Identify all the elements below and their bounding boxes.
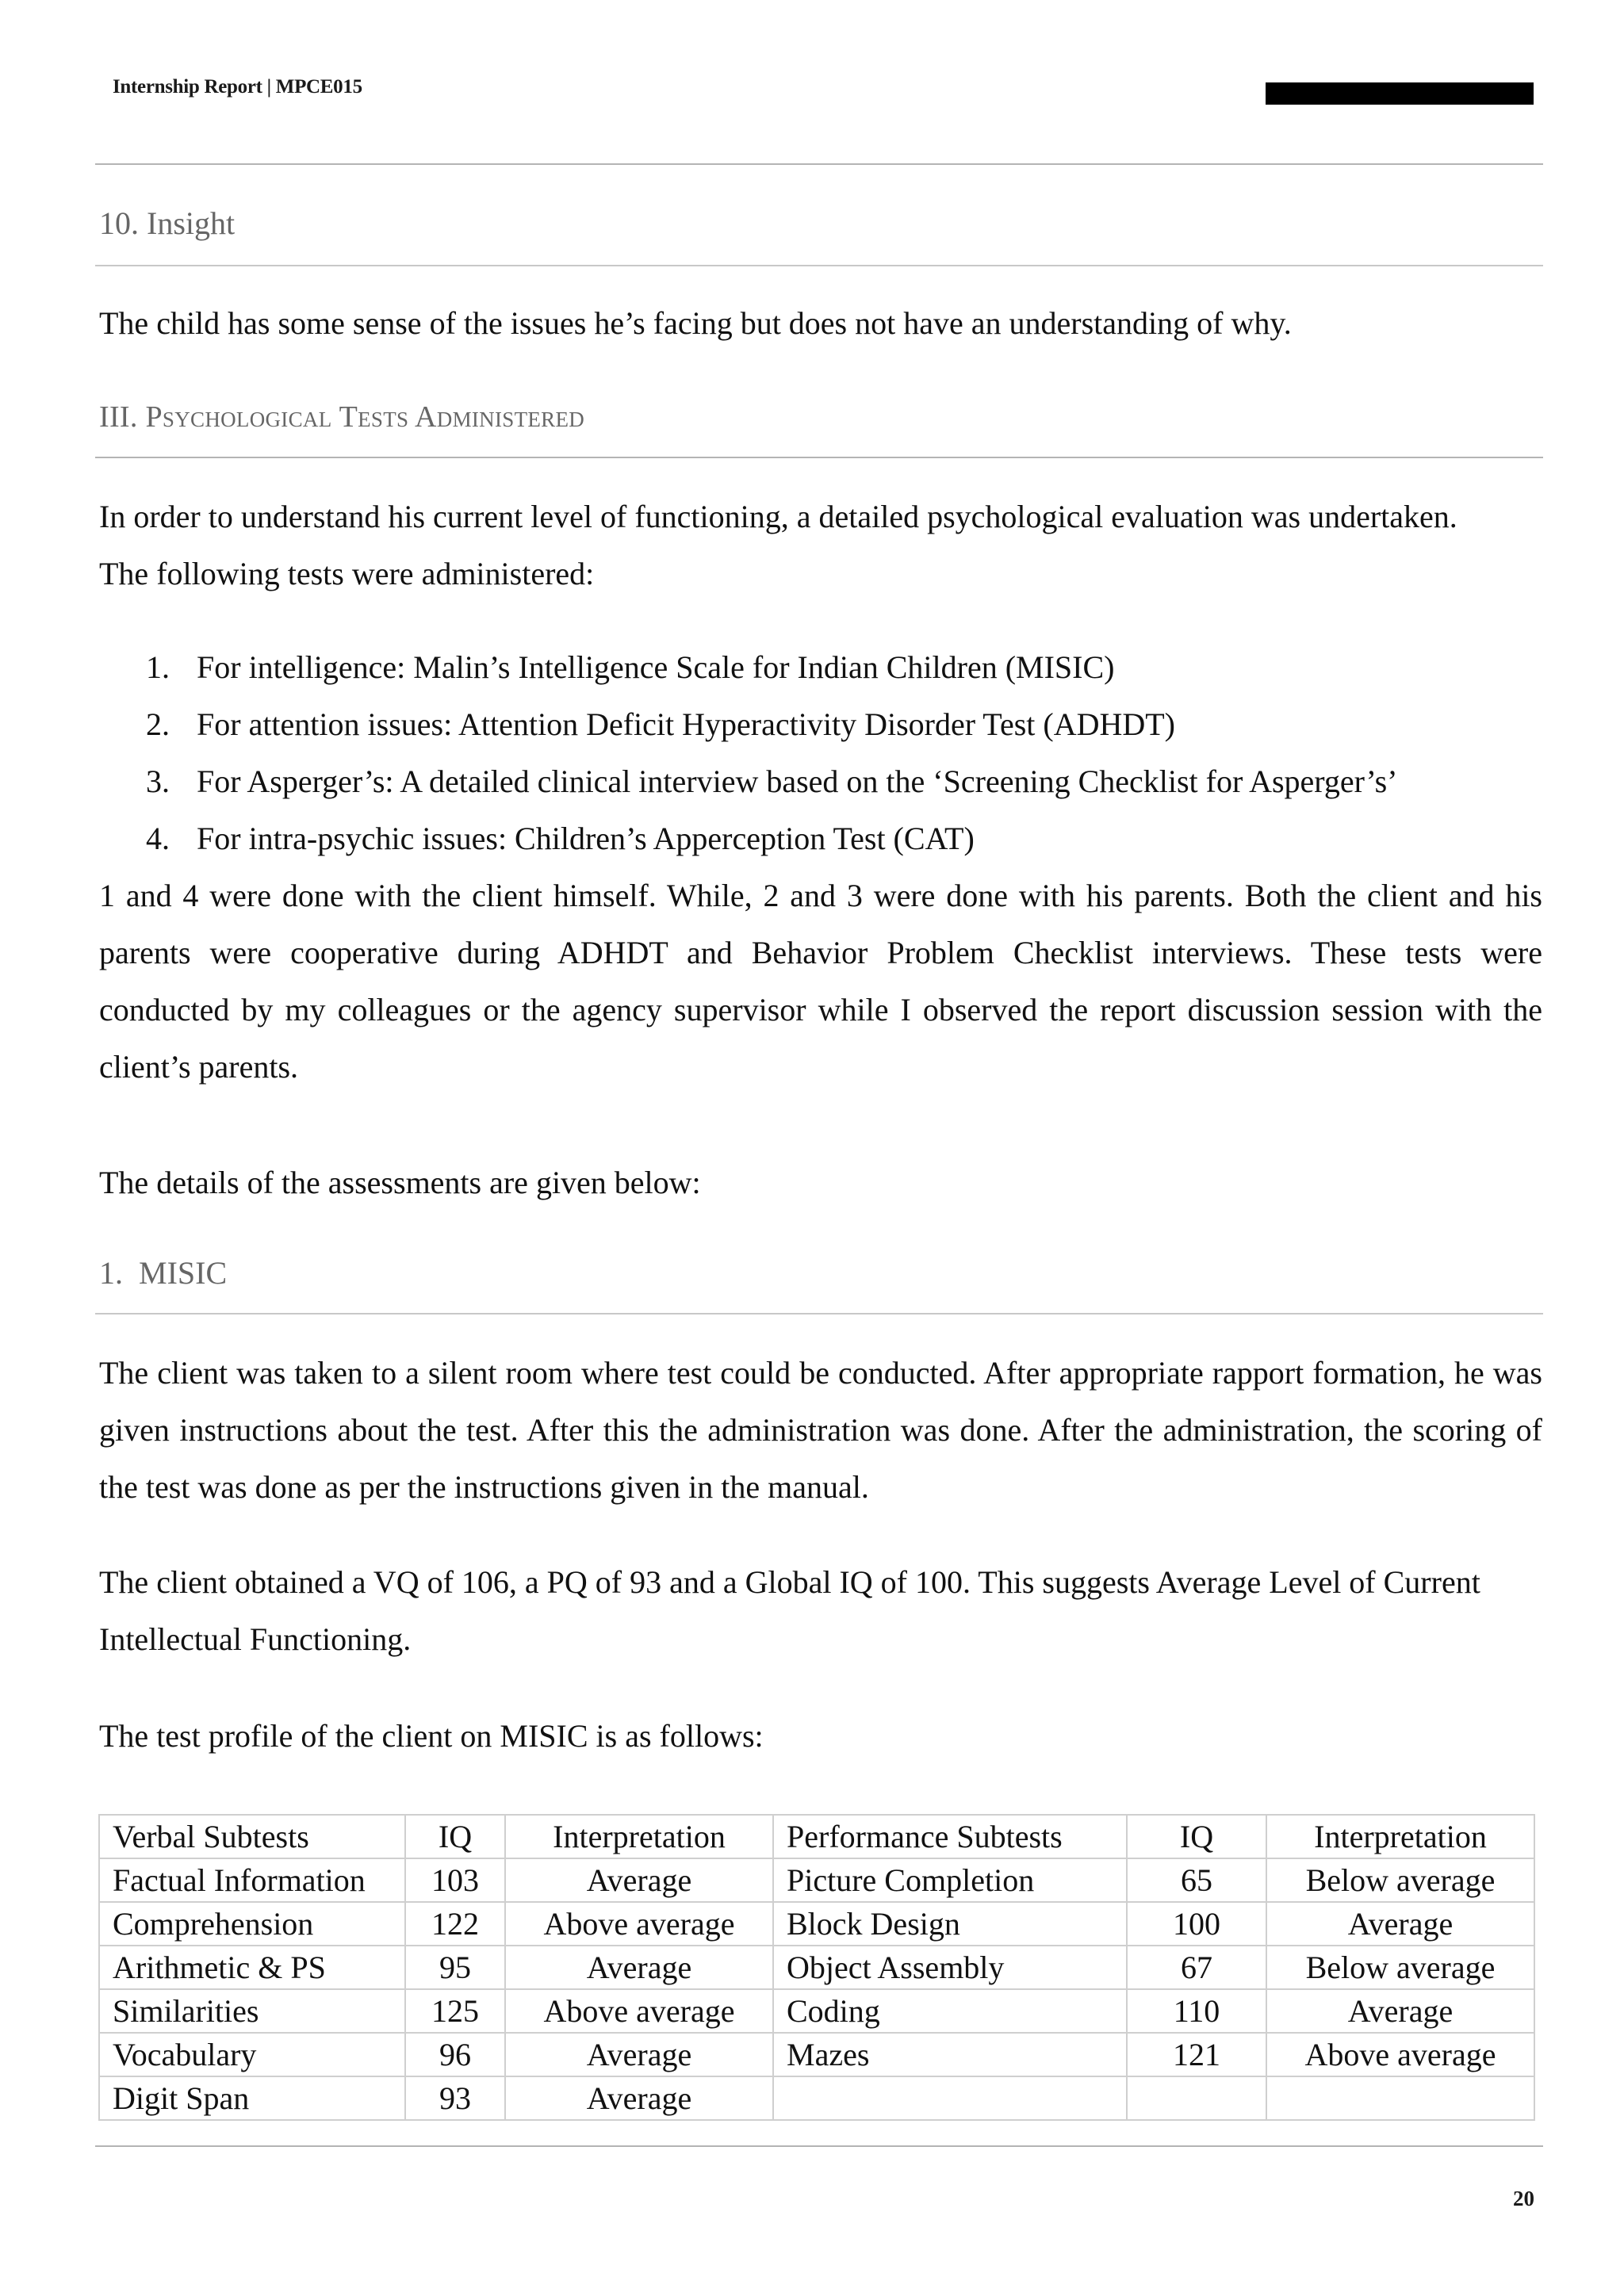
- table-cell: 122: [405, 1902, 505, 1946]
- table-cell: 93: [405, 2076, 505, 2120]
- table-cell: Comprehension: [99, 1902, 405, 1946]
- table-cell: 110: [1127, 1989, 1266, 2033]
- assessment-details-intro: The details of the assessments are given below:: [99, 1165, 701, 1200]
- test-list-item: [146, 810, 975, 867]
- table-cell: [773, 2076, 1127, 2120]
- misic-profile-table: [98, 1814, 1535, 2121]
- table-header-cell: Interpretation: [505, 1815, 773, 1858]
- list-item-number: 1.: [146, 649, 170, 685]
- misic-heading: 1. MISIC: [99, 1255, 228, 1291]
- table-cell: Coding: [773, 1989, 1127, 2033]
- table-header-cell: Verbal Subtests: [99, 1815, 405, 1858]
- table-header-row: [99, 1815, 1534, 1858]
- table-cell: 65: [1127, 1858, 1266, 1902]
- table-cell: Arithmetic & PS: [99, 1946, 405, 1989]
- misic-profile-intro: The test profile of the client on MISIC is as follows:: [99, 1718, 764, 1754]
- table-cell: [1127, 2076, 1266, 2120]
- table-cell: Average: [505, 1858, 773, 1902]
- table-cell: Average: [1266, 1902, 1534, 1946]
- header-divider: [95, 163, 1543, 165]
- table-cell: 96: [405, 2033, 505, 2076]
- table-cell: 67: [1127, 1946, 1266, 1989]
- list-item-number: 4.: [146, 821, 170, 856]
- table-cell: Average: [505, 1946, 773, 1989]
- table-cell: Mazes: [773, 2033, 1127, 2076]
- table-cell: 100: [1127, 1902, 1266, 1946]
- tests-divider: [95, 457, 1543, 458]
- list-item-text: For intra-psychic issues: Children’s Apperception Test (CAT): [197, 821, 975, 856]
- table-cell: Below average: [1266, 1946, 1534, 1989]
- misic-procedure: The client was taken to a silent room where test could be conducted. After appropriate rapport formation, he was given instructions about the test. After this the administration was done. After the administration, the scoring of the test was done as per the instructions given in the manual.: [99, 1355, 1542, 1505]
- table-cell: Picture Completion: [773, 1858, 1127, 1902]
- list-item-number: 3.: [146, 763, 170, 799]
- table-cell: Below average: [1266, 1858, 1534, 1902]
- table-row: [99, 1946, 1534, 1989]
- test-list-item: [146, 696, 1175, 753]
- table-cell: Vocabulary: [99, 2033, 405, 2076]
- table-row: [99, 1902, 1534, 1946]
- report-header-title: Internship Report | MPCE015: [113, 76, 362, 98]
- tests-intro-line2: The following tests were administered:: [99, 556, 595, 591]
- table-header-cell: IQ: [405, 1815, 505, 1858]
- misic-divider: [95, 1313, 1543, 1314]
- table-cell: Average: [505, 2076, 773, 2120]
- table-cell: 125: [405, 1989, 505, 2033]
- table-row: [99, 1858, 1534, 1902]
- table-cell: Average: [505, 2033, 773, 2076]
- table-cell: Above average: [505, 1989, 773, 2033]
- table-cell: Similarities: [99, 1989, 405, 2033]
- table-row: [99, 2076, 1534, 2120]
- insight-heading: 10. Insight: [99, 205, 236, 241]
- table-row: [99, 1989, 1534, 2033]
- table-cell: Block Design: [773, 1902, 1127, 1946]
- table-row: [99, 2033, 1534, 2076]
- test-list-item: [146, 639, 1114, 696]
- table-header-cell: IQ: [1127, 1815, 1266, 1858]
- insight-text: The child has some sense of the issues he’s facing but does not have an understanding of why.: [99, 305, 1292, 341]
- footer-divider: [95, 2145, 1543, 2147]
- table-cell: Object Assembly: [773, 1946, 1127, 1989]
- test-list-item: [146, 753, 1397, 810]
- tests-heading: III. Psychological Tests Administered: [99, 400, 585, 434]
- table-cell: Digit Span: [99, 2076, 405, 2120]
- list-item-text: For attention issues: Attention Deficit Hyperactivity Disorder Test (ADHDT): [197, 706, 1176, 742]
- table-cell: Above average: [505, 1902, 773, 1946]
- list-item-number: 2.: [146, 706, 170, 742]
- tests-intro-line1: In order to understand his current level of functioning, a detailed psychological evaluation was undertaken.: [99, 499, 1457, 534]
- misic-result-summary: The client obtained a VQ of 106, a PQ of 93 and a Global IQ of 100. This suggests Average Level of Current Intellectual Functioning.: [99, 1564, 1480, 1657]
- table-header-cell: Interpretation: [1266, 1815, 1534, 1858]
- tests-procedure: 1 and 4 were done with the client himself. While, 2 and 3 were done with his parents. Both the client and his parents were cooperative during ADHDT and Behavior Problem Checklist interviews. These tests were conducted by my colleagues or the agency supervisor while I observed the report discussion session with the client’s parents.: [99, 878, 1542, 1085]
- redaction-bar: [1266, 82, 1534, 105]
- list-item-text: For Asperger’s: A detailed clinical interview based on the ‘Screening Checklist for Asperger’s’: [197, 763, 1398, 799]
- table-cell: Above average: [1266, 2033, 1534, 2076]
- table-cell: 121: [1127, 2033, 1266, 2076]
- page-number: 20: [1513, 2187, 1534, 2210]
- table-header-cell: Performance Subtests: [773, 1815, 1127, 1858]
- insight-divider: [95, 265, 1543, 266]
- table-cell: 103: [405, 1858, 505, 1902]
- list-item-text: For intelligence: Malin’s Intelligence Scale for Indian Children (MISIC): [197, 649, 1115, 685]
- table-cell: Average: [1266, 1989, 1534, 2033]
- table-cell: 95: [405, 1946, 505, 1989]
- table-cell: Factual Information: [99, 1858, 405, 1902]
- table-cell: [1266, 2076, 1534, 2120]
